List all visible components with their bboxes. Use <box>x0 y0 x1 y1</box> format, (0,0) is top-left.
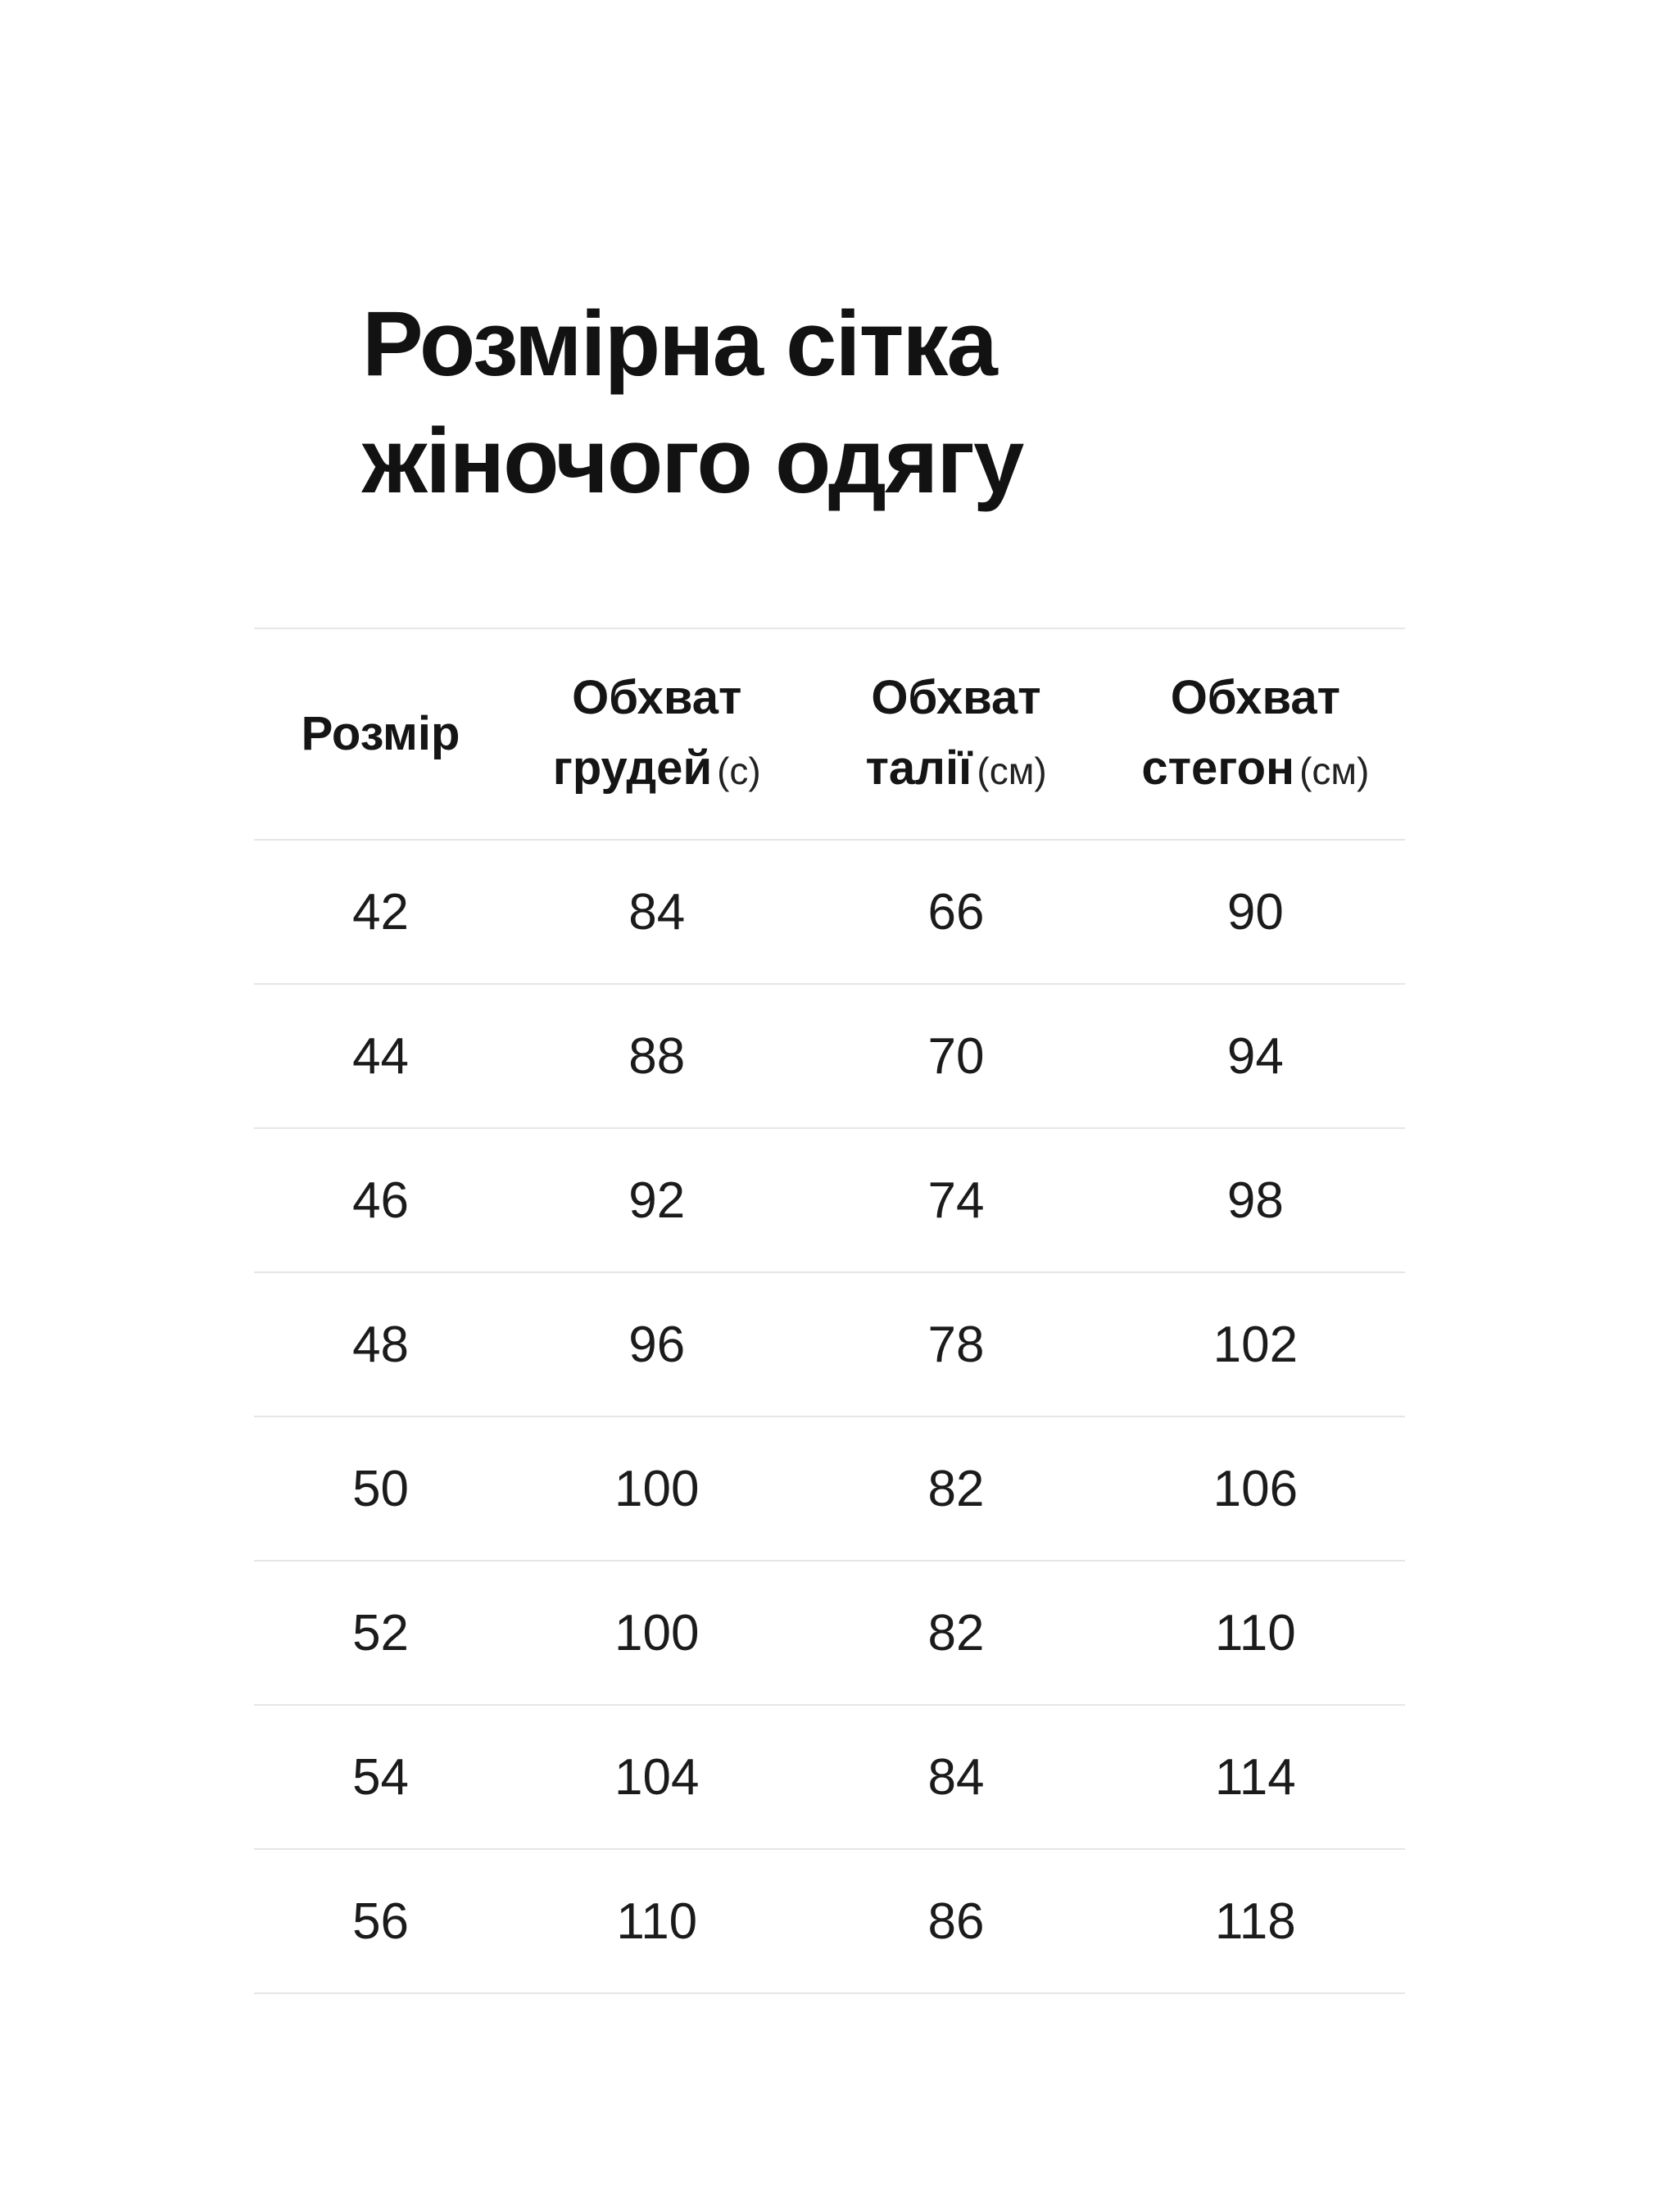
cell-chest: 100 <box>614 1460 700 1517</box>
cell-size: 46 <box>352 1172 410 1229</box>
header-waist-label: талії <box>865 741 972 795</box>
header-size-label: Розмір <box>301 707 460 760</box>
cell-size: 48 <box>352 1316 410 1373</box>
header-hips-label: стегон <box>1141 741 1295 795</box>
cell-hips: 102 <box>1213 1316 1299 1373</box>
header-size <box>254 628 507 840</box>
header-chest-unit: (с) <box>717 749 761 792</box>
header-chest-line2 <box>507 733 806 806</box>
cell-chest: 92 <box>628 1172 686 1229</box>
cell-hips: 98 <box>1226 1172 1284 1229</box>
cell-hips: 90 <box>1226 883 1284 941</box>
table-row <box>254 1272 1405 1416</box>
cell-size: 50 <box>352 1460 410 1517</box>
cell-chest: 110 <box>616 1892 698 1950</box>
cell-waist: 74 <box>927 1172 985 1229</box>
header-hips-unit: (см) <box>1299 749 1370 792</box>
table-row <box>254 1705 1405 1849</box>
cell-hips: 94 <box>1226 1027 1284 1085</box>
cell-waist: 78 <box>927 1316 985 1373</box>
table-row <box>254 1416 1405 1561</box>
table-row <box>254 1561 1405 1705</box>
table-row <box>254 1128 1405 1272</box>
table-header-row <box>254 628 1405 840</box>
header-hips-line1: Обхват <box>1170 670 1340 724</box>
header-chest <box>507 628 806 840</box>
cell-hips: 114 <box>1214 1748 1296 1806</box>
header-waist-line2 <box>806 733 1105 806</box>
table-row <box>254 1849 1405 1993</box>
cell-hips: 118 <box>1214 1892 1296 1950</box>
page-title-line1: Розмірна сітка <box>362 292 996 395</box>
table-body <box>254 840 1405 1993</box>
cell-chest: 104 <box>614 1748 700 1806</box>
cell-chest: 84 <box>628 883 686 941</box>
cell-waist: 82 <box>927 1604 985 1661</box>
cell-waist: 86 <box>927 1892 985 1950</box>
cell-chest: 96 <box>628 1316 686 1373</box>
table-head <box>254 628 1405 840</box>
cell-hips: 110 <box>1214 1604 1296 1661</box>
cell-size: 42 <box>352 883 410 941</box>
cell-size: 54 <box>352 1748 410 1806</box>
cell-hips: 106 <box>1213 1460 1299 1517</box>
cell-size: 56 <box>352 1892 410 1950</box>
table-row <box>254 984 1405 1128</box>
header-chest-line1: Обхват <box>572 670 742 724</box>
cell-size: 44 <box>352 1027 410 1085</box>
header-waist-line1: Обхват <box>871 670 1041 724</box>
page-title-line2: жіночого одягу <box>362 410 1023 512</box>
cell-waist: 84 <box>927 1748 985 1806</box>
header-waist-unit: (см) <box>977 749 1047 792</box>
header-hips-line2 <box>1106 733 1405 806</box>
header-waist <box>806 628 1105 840</box>
cell-chest: 88 <box>628 1027 686 1085</box>
cell-waist: 82 <box>927 1460 985 1517</box>
cell-waist: 70 <box>927 1027 985 1085</box>
page-title <box>362 285 1022 519</box>
cell-waist: 66 <box>927 883 985 941</box>
size-table <box>254 628 1405 1994</box>
header-chest-label: грудей <box>552 741 713 795</box>
cell-size: 52 <box>352 1604 410 1661</box>
cell-chest: 100 <box>614 1604 700 1661</box>
table-row <box>254 840 1405 984</box>
header-hips <box>1106 628 1405 840</box>
